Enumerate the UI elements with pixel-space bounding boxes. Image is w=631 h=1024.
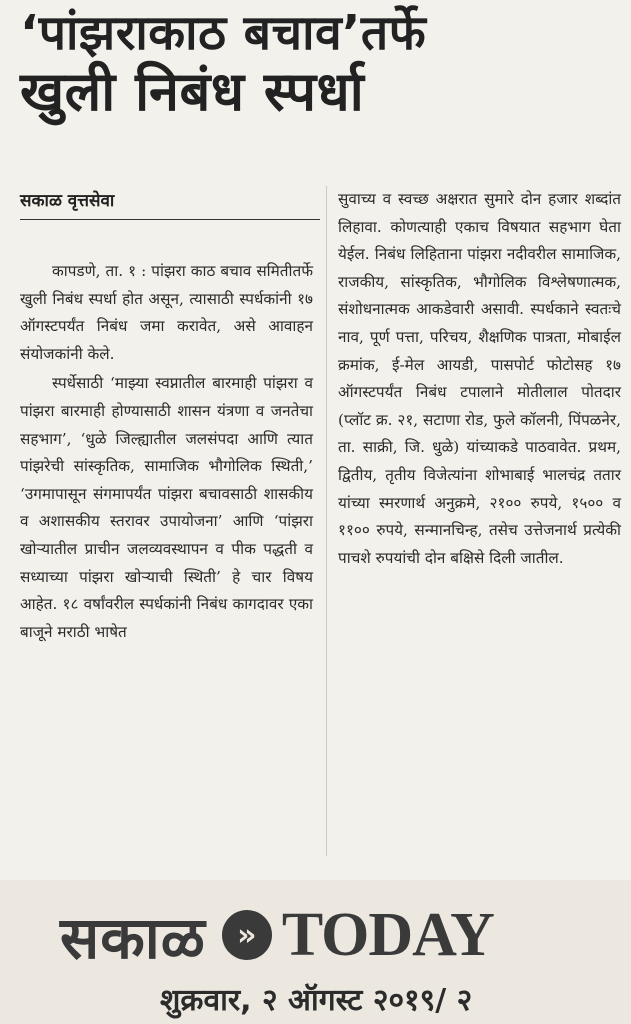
masthead-logo	[60, 900, 620, 970]
headline-line-2: खुली निबंध स्पर्धा	[20, 60, 365, 124]
article-column-left	[20, 258, 313, 646]
article-paragraph: कापडणे, ता. १ : पांझरा काठ बचाव समितीतर्फे खुली निबंध स्पर्धा होत असून, त्यासाठी स्पर्धकांनी १७ ऑगस्टपर्यंत निबंध जमा करावेत, असे आवाहन संयोजकांनी केले.	[20, 262, 313, 363]
article-paragraph: स्पर्धेसाठी ‘माझ्या स्वप्नातील बारमाही पांझरा व पांझरा बारमाही होण्यासाठी शासन यंत्रणा व जनतेचा सहभाग’, ‘धुळे जिल्ह्यातील जलसंपदा आणि त्यात पांझरेची सांस्कृतिक, सामाजिक भौगोलिक स्थिती,’ ‘उगमापासून संगमापर्यंत पांझरा बचावसाठी शासकीय व अशासकीय स्तरावर उपायोजना’ आणि ‘पांझरा खोऱ्यातील प्राचीन जलव्यवस्थापन व पीक पद्धती व सध्याच्या पांझरा खोऱ्याची स्थिती’ हे चार विषय आहेत. १८ वर्षांवरील स्पर्धकांनी निबंध कागदावर एका बाजूने मराठी भाषेत	[20, 374, 313, 641]
edition-name: TODAY	[281, 900, 494, 969]
headline	[20, 5, 620, 124]
headline-line-1: ‘पांझराकाठ बचाव’तर्फे	[20, 5, 427, 61]
double-chevron-icon: »	[222, 910, 272, 960]
article-paragraph: सुवाच्य व स्वच्छ अक्षरात सुमारे दोन हजार शब्दांत लिहावा. कोणत्याही एकाच विषयात सहभाग घेता येईल. निबंध लिहिताना पांझरा नदीवरील सामाजिक, राजकीय, सांस्कृतिक, भौगोलिक विश्लेषणात्मक, संशोधनात्मक आकडेवारी असावी. स्पर्धकाने स्वतःचे नाव, पूर्ण पत्ता, परिचय, शैक्षणिक पात्रता, मोबाईल क्रमांक, ई-मेल आयडी, पासपोर्ट फोटोसह १७ ऑगस्टपर्यंत निबंध टपालाने मोतीलाल पोतदार (प्लॉट क्र. २१, सटाणा रोड, फुले कॉलनी, पिंपळनेर, ता. साक्री, जि. धुळे) यांच्याकडे पाठवावेत. प्रथम, द्वितीय, तृतीय विजेत्यांना शोभाबाई भालचंद्र ततार यांच्या स्मरणार्थ अनुक्रमे, २१०० रुपये, १५०० व ११०० रुपये, सन्मानचिन्ह, तसेच उत्तेजनार्थ प्रत्येकी पाचशे रुपयांची दोन बक्षिसे दिली जातील.	[338, 190, 621, 567]
byline: सकाळ वृत्तसेवा	[20, 188, 320, 220]
column-divider	[326, 186, 327, 856]
article-column-right	[338, 186, 621, 572]
dateline: शुक्रवार, २ ऑगस्ट २०१९/ २	[160, 983, 473, 1018]
brand-name: सकाळ	[60, 903, 206, 972]
